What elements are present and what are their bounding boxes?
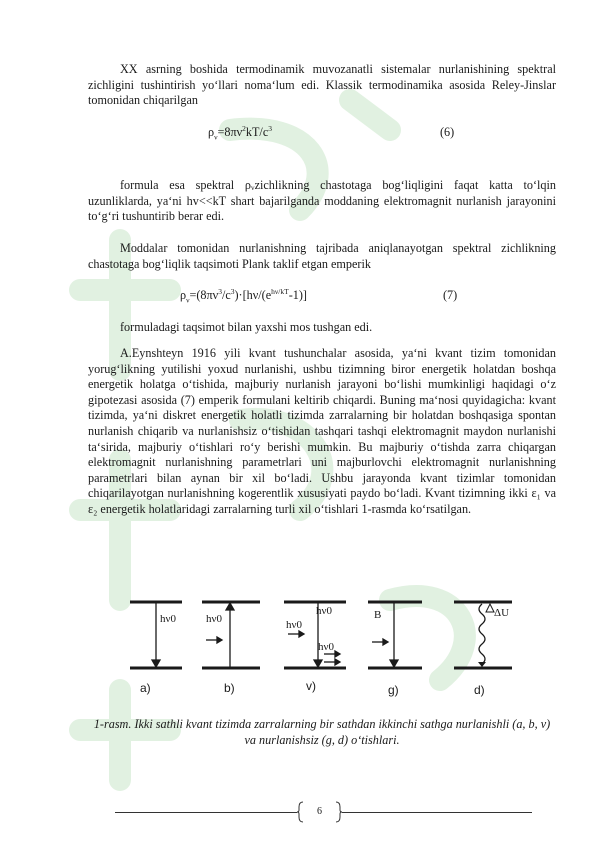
label-hv0-v-left: hν0 (286, 619, 302, 631)
paragraph-agreement: formuladagi taqsimot bilan yaxshi mos tushgan edi. (120, 320, 373, 334)
label-B: B (374, 609, 382, 621)
formula-7: $\rho_\nu=(8\pi\nu^3/c^3)\cdot[h\nu/(e^{h\nu/kT}-1)]$ (180, 286, 307, 305)
footer-rule-right (342, 812, 532, 813)
paragraph-planck: Moddalar tomonidan nurlanishning tajribada aniqlanayotgan spektral zichlikning chastotaga bog‘liqlik taqsimoti Plank taklif etgan emperik (88, 241, 556, 271)
footer-rule-left (115, 812, 297, 813)
paragraph-intro: XX asrning boshida termodinamik muvozanatli sistemalar nurlanishining spektral zichligini tushintirish yo‘llari noma‘lum edi. Klassik termodinamika asosida Reley-Jinslar tomonidan chiqarilgan (88, 62, 556, 108)
panel-letter-v: v) (306, 679, 316, 693)
panel-letter-g: g) (388, 683, 399, 697)
paragraph-einstein: A.Eynshteyn 1916 yili kvant tushunchalar asosida, ya‘ni kvant tizim tomonidan yorug‘likning yutilishi yoxud nurlanishi, ushbu tizimning biror energetik holatdan boshqa energetik holatga o‘tishida, majburiy nurlanish jarayoni bo‘lishi mumkinligi haqidagi o‘z gipotezasi asosida (7) emperik formulani keltirib chiqardi. Buning ma‘nosi quyidagicha: kvant tizimda, ya‘ni diskret energetik holatli tizimda zarralarning bir holatdan boshqasiga spontan nurlanish chiqarib va nurlanishsiz o‘tishidan tashqari tashqi elektromagnit maydon nurlanishi ta‘sirida, majburiy o‘tishlari ro‘y berishi mumkin. Bu majburiy o‘tishda zarra chiqargan elektromagnit nurlanishning parametrlari uni majburlovchi elektromagnit nurlanishning parametrlari bilan aynan bir xil bo‘ladi. Ushbu jarayonda kvant tizimlar tomonidan chiqarilayotgan nurlanishning kogerentlik xususiyati paydo bo‘ladi. Kvant tizimning ikki ε₁ va ε₂ energetik holatlaridagi zarralarning turli xil o‘tishlari 1-rasmda ko‘rsatilgan. (88, 346, 556, 516)
label-hv0-a: hν0 (160, 613, 176, 625)
page-number: 6 (317, 806, 322, 817)
equation-number-7: (7) (443, 288, 458, 302)
label-hv0-v-top: hν0 (316, 605, 332, 617)
panel-letter-b: b) (224, 681, 235, 695)
figure-energy-transitions (120, 598, 520, 704)
figure-caption: 1-rasm. Ikki sathli kvant tizimda zarralarning bir sathdan ikkinchi sathga nurlanishli (a, b, v) va nurlanishsiz (g, d) o‘tishlari. (93, 717, 551, 747)
equation-number-6: (6) (440, 125, 455, 139)
label-delta-u: ΔU (494, 607, 510, 619)
paragraph-rayleigh-jeans: formula esa spektral ρᵥzichlikning chastotaga bog‘liqligini faqat katta to‘lqin uzunliklarda, ya‘ni hv<<kT shart bajarilganda moddaning elektromagnit nurlanish jarayonini to‘g‘ri tushuntirib berar edi. (88, 178, 556, 224)
label-hv0-b: hν0 (206, 613, 222, 625)
panel-letter-d: d) (474, 683, 485, 697)
label-hv0-v-bottom: hν0 (318, 641, 334, 653)
formula-6: $\rho_\nu=8\pi\nu^2kT/c^3$ (208, 123, 272, 142)
panel-letter-a: a) (140, 681, 151, 695)
